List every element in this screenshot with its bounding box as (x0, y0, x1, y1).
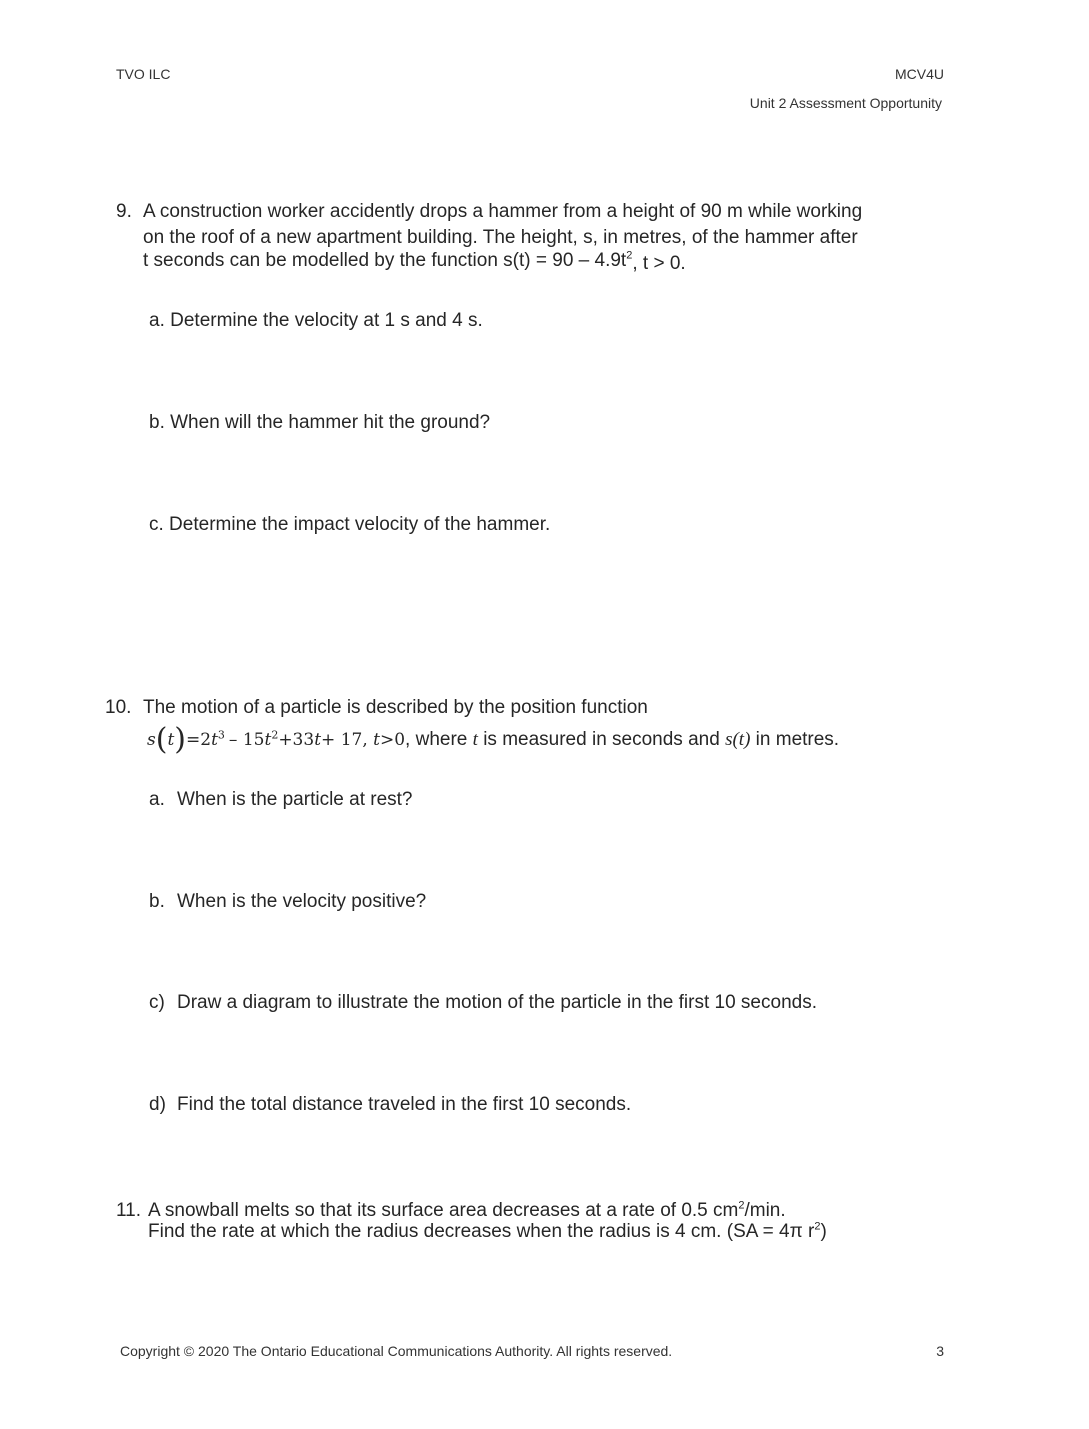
eq-s: s (147, 730, 156, 750)
q11-line2-post: ) (820, 1221, 827, 1242)
eq-after3: in metres. (750, 729, 840, 750)
q11-line2 (148, 1220, 827, 1244)
q9-part-b: b. When will the hammer hit the ground? (149, 412, 491, 433)
q10-part-c (149, 992, 817, 1014)
q10-part-b-text: When is the velocity positive? (177, 891, 427, 912)
eq-t: t (167, 730, 175, 750)
q11-number: 11. (116, 1200, 142, 1221)
eq-t3: t (264, 730, 272, 750)
q9-line3 (143, 249, 686, 273)
position-equation (147, 722, 406, 757)
q10-part-a-label: a. (149, 789, 165, 810)
q9-part-a: a. Determine the velocity at 1 s and 4 s. (149, 310, 483, 331)
eq-after-st: s(t) (725, 729, 751, 750)
q10-part-a (149, 789, 413, 811)
eq-rhs5: >0 (379, 730, 406, 750)
q10-part-c-label: c) (149, 992, 165, 1013)
q11-line1-post: /min. (744, 1200, 786, 1221)
q9-line3-post: , t > 0. (632, 253, 686, 274)
header-subtitle: Unit 2 Assessment Opportunity (749, 95, 942, 111)
eq-t5: t (373, 730, 380, 750)
eq-rhs4: + 17, (321, 730, 374, 750)
q9-line3-exponent: 2 (626, 249, 633, 262)
q9-line3-pre: t seconds can be modelled by the function s(t) = 90 – 4.9t (143, 250, 627, 271)
eq-after1: , where (405, 729, 473, 750)
q9-number: 9. (116, 201, 132, 222)
eq-t4: t (314, 730, 322, 750)
course-code: MCV4U (894, 66, 944, 82)
page-number: 3 (936, 1343, 944, 1359)
eq-rhs2: – 15 (228, 730, 265, 750)
eq-t2: t (211, 730, 218, 750)
q10-number: 10. (105, 697, 132, 718)
q11-line2-exponent: 2 (814, 1220, 821, 1233)
eq-close-paren: ) (174, 722, 187, 757)
eq-rhs3: +33 (278, 730, 315, 750)
header-left: TVO ILC (116, 66, 171, 82)
eq-after2: is measured in seconds and (477, 729, 726, 750)
q10-part-b (149, 891, 426, 913)
q10-part-b-label: b. (149, 891, 165, 912)
q9-part-c: c. Determine the impact velocity of the hammer. (149, 514, 551, 535)
q10-part-d-text: Find the total distance traveled in the first 10 seconds. (177, 1094, 632, 1115)
q10-line1: The motion of a particle is described by the position function (143, 697, 648, 718)
eq-exp3: 3 (217, 728, 225, 742)
q10-equation-line (147, 722, 840, 757)
q11-line1-pre: A snowball melts so that its surface area decreases at a rate of 0.5 cm (148, 1200, 739, 1221)
q10-part-a-text: When is the particle at rest? (177, 789, 413, 810)
copyright-notice: Copyright © 2020 The Ontario Educational Communications Authority. All rights reserved. (120, 1343, 673, 1359)
eq-exp2: 2 (271, 728, 279, 742)
eq-after-t: t (472, 729, 478, 750)
eq-open-paren: ( (155, 722, 168, 757)
eq-rhs1: =2 (186, 730, 212, 750)
q10-part-d-label: d) (149, 1094, 166, 1115)
q11-line1-exponent: 2 (738, 1199, 745, 1212)
q10-part-c-text: Draw a diagram to illustrate the motion of the particle in the first 10 seconds. (177, 992, 817, 1013)
q11-line2-pre: Find the rate at which the radius decreases when the radius is 4 cm. (SA = 4π r (148, 1221, 815, 1242)
q9-line2: on the roof of a new apartment building. The height, s, in metres, of the hammer after (143, 227, 858, 248)
q9-line1: A construction worker accidently drops a hammer from a height of 90 m while working (143, 201, 863, 222)
q10-part-d (149, 1094, 631, 1116)
